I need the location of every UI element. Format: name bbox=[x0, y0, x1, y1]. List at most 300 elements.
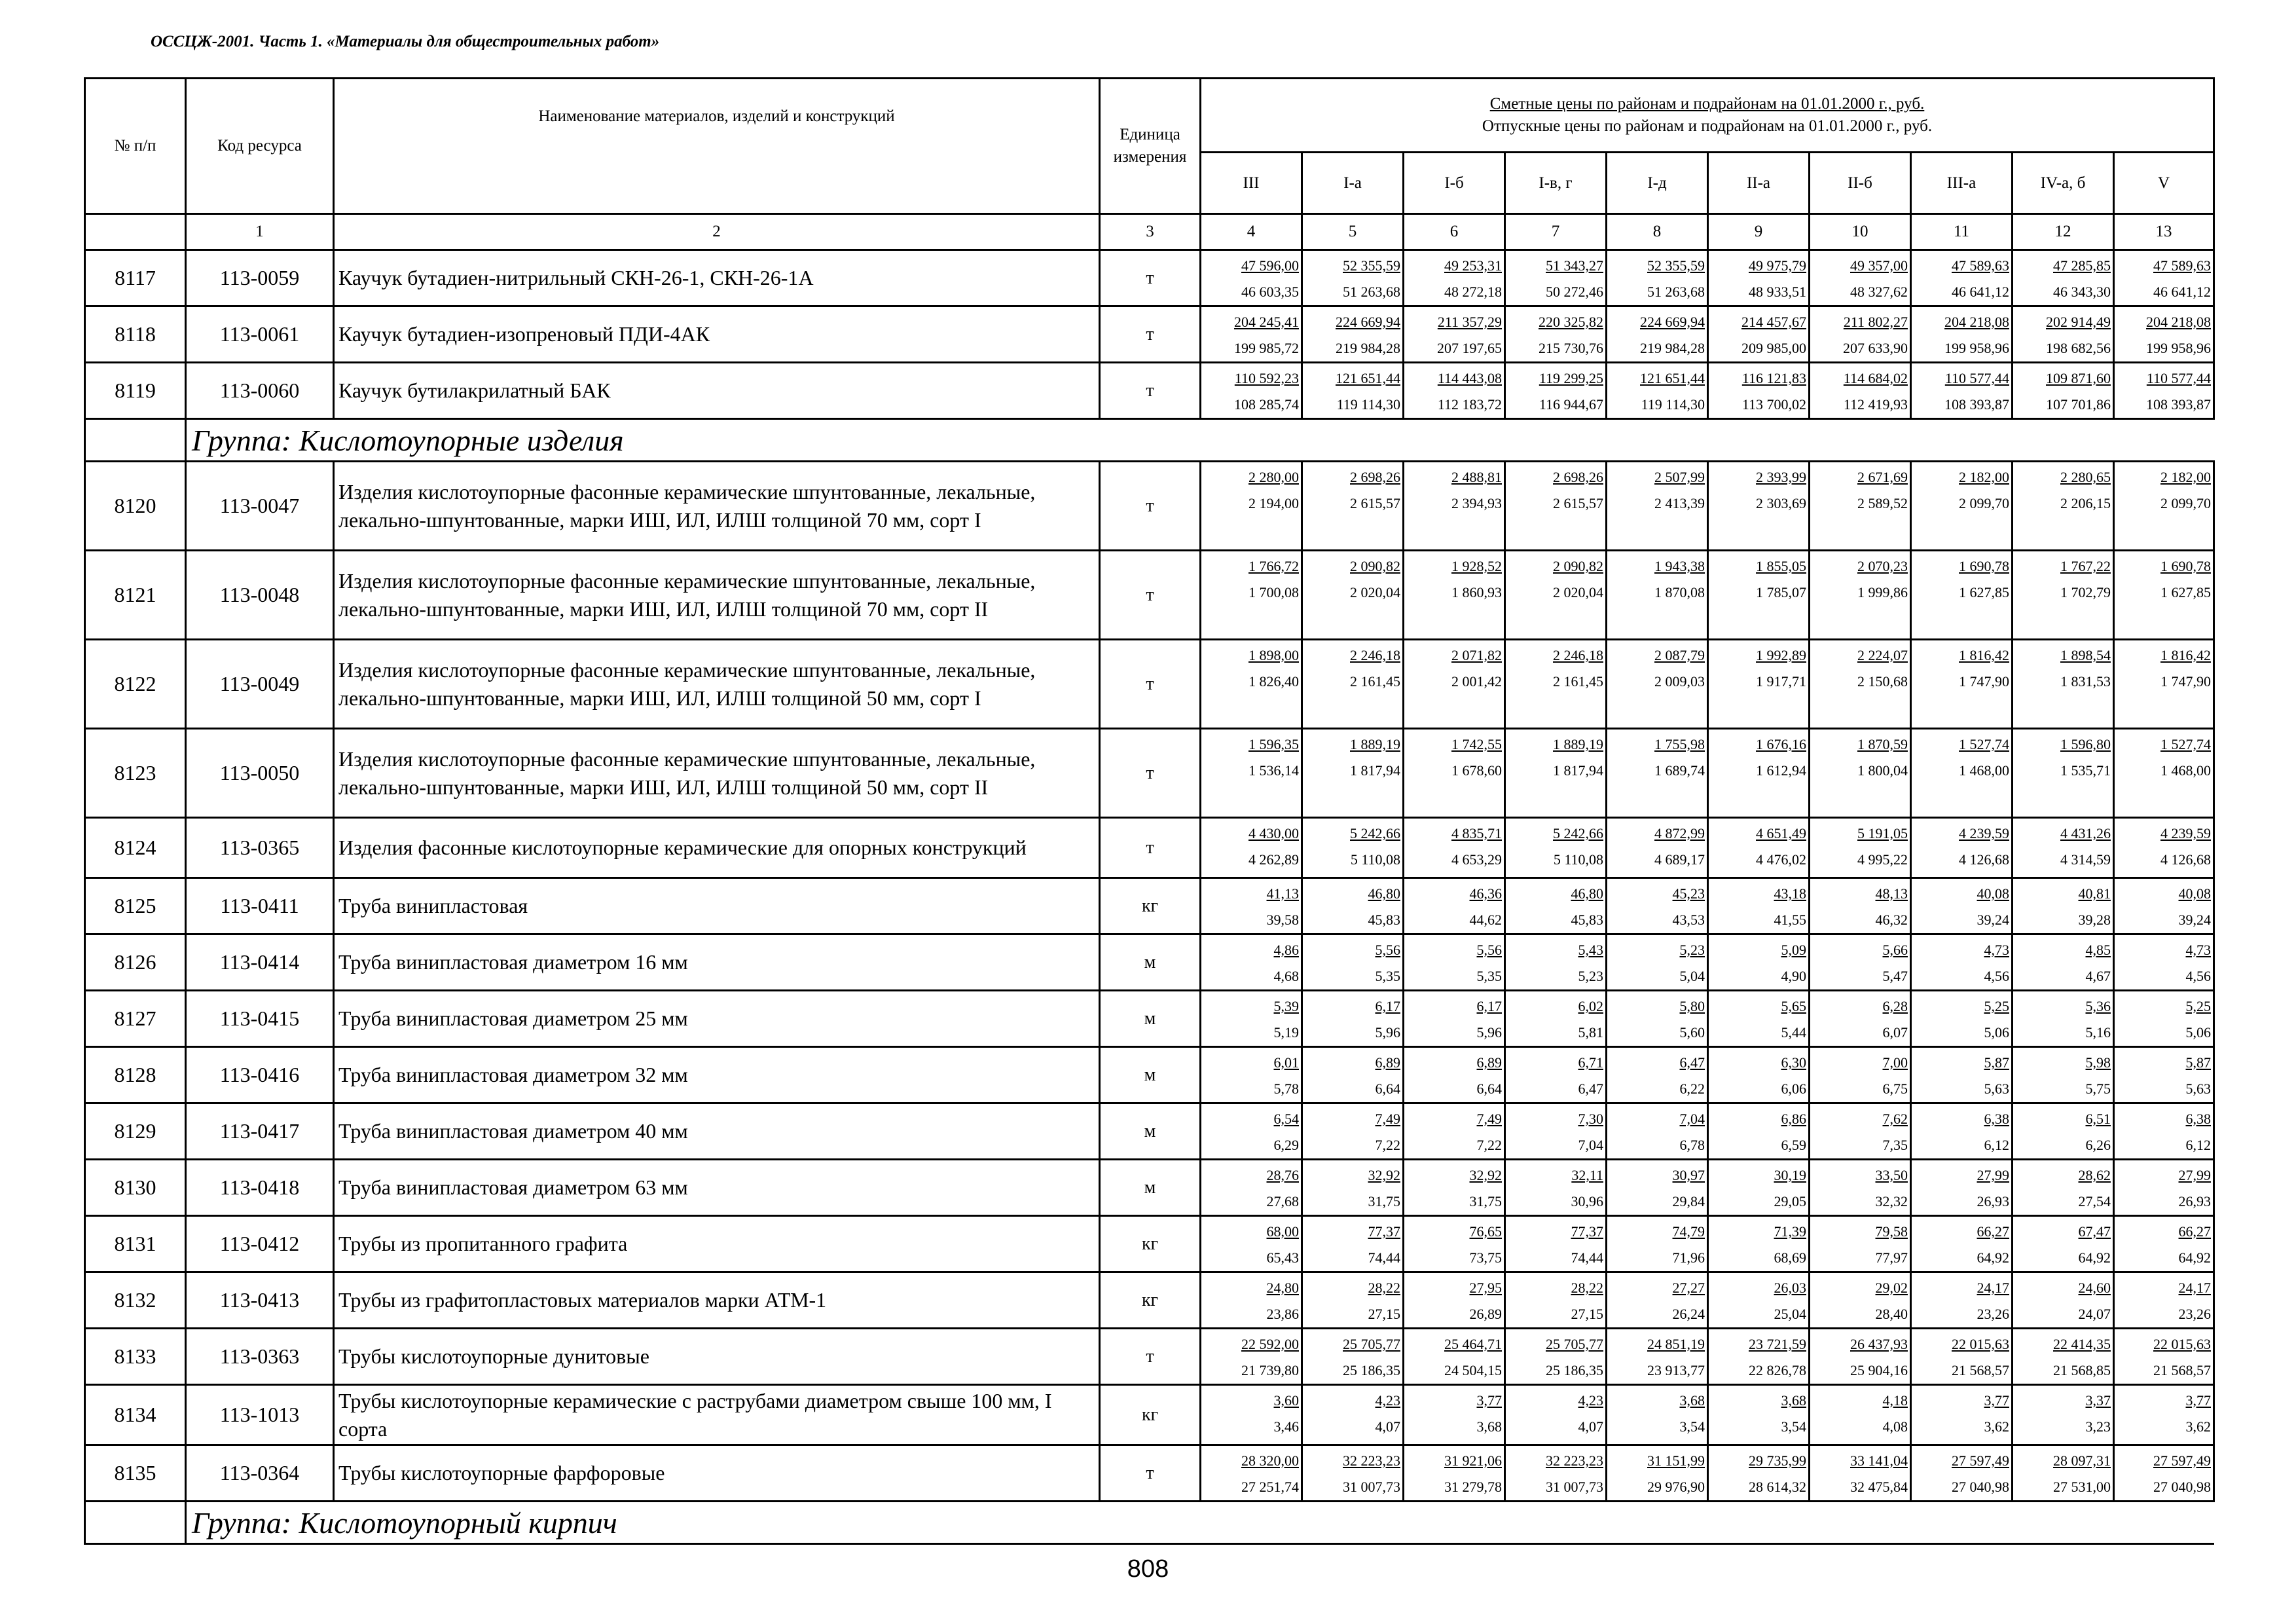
price-cell bbox=[2114, 462, 2214, 551]
unit-cell: м bbox=[1100, 934, 1201, 991]
estimate-price: 79,58 bbox=[1875, 1223, 1908, 1240]
release-price: 1 702,79 bbox=[2060, 584, 2111, 600]
estimate-price: 5,56 bbox=[1476, 942, 1502, 958]
table-row bbox=[85, 878, 2214, 934]
price-cell bbox=[2013, 462, 2114, 551]
estimate-price: 119 299,25 bbox=[1539, 370, 1603, 386]
estimate-price: 26,03 bbox=[1774, 1280, 1806, 1296]
estimate-price: 116 121,83 bbox=[1741, 370, 1806, 386]
table-row bbox=[85, 306, 2214, 363]
column-number-blank bbox=[85, 214, 186, 250]
estimate-price: 6,86 bbox=[1781, 1111, 1806, 1127]
price-cell bbox=[1505, 818, 1607, 878]
price-cell bbox=[1911, 1445, 2013, 1502]
estimate-price: 32 223,23 bbox=[1546, 1452, 1603, 1469]
estimate-price: 214 457,67 bbox=[1741, 314, 1806, 330]
row-number: 8135 bbox=[85, 1445, 186, 1502]
release-price: 26,24 bbox=[1672, 1306, 1705, 1322]
estimate-price: 48,13 bbox=[1875, 885, 1908, 902]
estimate-price: 6,17 bbox=[1375, 998, 1400, 1014]
material-name: Труба винипластовая диаметром 25 мм bbox=[334, 991, 1100, 1047]
estimate-price: 7,49 bbox=[1375, 1111, 1400, 1127]
estimate-price: 204 218,08 bbox=[2146, 314, 2212, 330]
release-price: 2 009,03 bbox=[1654, 673, 1705, 690]
release-price: 28,40 bbox=[1875, 1306, 1908, 1322]
table-row bbox=[85, 1160, 2214, 1216]
estimate-price: 5,56 bbox=[1375, 942, 1400, 958]
release-price: 2 394,93 bbox=[1451, 495, 1502, 511]
release-price: 21 568,57 bbox=[2153, 1362, 2212, 1378]
region-header: I-в, г bbox=[1505, 153, 1607, 214]
estimate-price: 5,09 bbox=[1781, 942, 1806, 958]
release-price: 1 999,86 bbox=[1857, 584, 1908, 600]
unit-cell: м bbox=[1100, 991, 1201, 1047]
price-cell bbox=[1911, 363, 2013, 419]
price-cell bbox=[1607, 1047, 1708, 1103]
release-price: 4,07 bbox=[1375, 1418, 1400, 1435]
release-price: 1 535,71 bbox=[2060, 762, 2111, 779]
price-cell bbox=[1708, 1103, 1810, 1160]
release-price: 41,55 bbox=[1774, 912, 1806, 928]
price-cell bbox=[2013, 1329, 2114, 1385]
resource-code: 113-0049 bbox=[186, 640, 334, 729]
document-header: ОССЦЖ-2001. Часть 1. «Материалы для общестроительных работ» bbox=[151, 33, 660, 50]
price-cell bbox=[1505, 934, 1607, 991]
price-cell bbox=[2114, 991, 2214, 1047]
price-cell bbox=[2114, 1103, 2214, 1160]
price-cell bbox=[1505, 1385, 1607, 1445]
price-cell bbox=[1404, 1272, 1505, 1329]
price-cell bbox=[2013, 551, 2114, 640]
price-cell bbox=[1505, 1047, 1607, 1103]
price-cell bbox=[2013, 1385, 2114, 1445]
price-cell bbox=[1911, 1047, 2013, 1103]
estimate-price: 66,27 bbox=[1977, 1223, 2009, 1240]
estimate-price: 2 090,82 bbox=[1350, 558, 1400, 574]
estimate-price: 27 597,49 bbox=[2153, 1452, 2212, 1469]
estimate-price: 7,62 bbox=[1882, 1111, 1908, 1127]
header-prices-release: Отпускные цены по районам и подрайонам на 01.01.2000 г., руб. bbox=[1482, 117, 1933, 136]
release-price: 215 730,76 bbox=[1539, 340, 1603, 356]
release-price: 4 653,29 bbox=[1451, 851, 1502, 868]
price-cell bbox=[1911, 1216, 2013, 1272]
estimate-price: 32,92 bbox=[1469, 1167, 1502, 1183]
price-cell bbox=[1810, 1216, 1911, 1272]
resource-code: 113-0412 bbox=[186, 1216, 334, 1272]
release-price: 4 995,22 bbox=[1857, 851, 1908, 868]
estimate-price: 51 343,27 bbox=[1546, 257, 1603, 274]
price-cell bbox=[2114, 1445, 2214, 1502]
price-cell bbox=[1810, 250, 1911, 306]
price-cell bbox=[1201, 462, 1302, 551]
release-price: 1 785,07 bbox=[1756, 584, 1806, 600]
material-name: Трубы из пропитанного графита bbox=[334, 1216, 1100, 1272]
release-price: 1 870,08 bbox=[1654, 584, 1705, 600]
price-cell bbox=[1505, 551, 1607, 640]
estimate-price: 224 669,94 bbox=[1640, 314, 1705, 330]
release-price: 4,56 bbox=[2185, 968, 2212, 984]
release-price: 107 701,86 bbox=[2046, 396, 2111, 413]
release-price: 27,15 bbox=[1368, 1306, 1400, 1322]
estimate-price: 22 592,00 bbox=[1241, 1336, 1299, 1352]
estimate-price: 5,65 bbox=[1781, 998, 1806, 1014]
estimate-price: 43,18 bbox=[1774, 885, 1806, 902]
release-price: 31,75 bbox=[1368, 1193, 1400, 1209]
estimate-price: 24,17 bbox=[1977, 1280, 2009, 1296]
region-header: I-б bbox=[1404, 153, 1505, 214]
resource-code: 113-0413 bbox=[186, 1272, 334, 1329]
rows-block-1 bbox=[85, 250, 2214, 419]
release-price: 32,32 bbox=[1875, 1193, 1908, 1209]
release-price: 25 186,35 bbox=[1546, 1362, 1603, 1378]
price-cell bbox=[1201, 1445, 1302, 1502]
price-cell bbox=[1505, 1216, 1607, 1272]
estimate-price: 2 090,82 bbox=[1553, 558, 1603, 574]
price-cell bbox=[1810, 1385, 1911, 1445]
release-price: 1 468,00 bbox=[2160, 762, 2212, 779]
estimate-price: 5,87 bbox=[2185, 1054, 2212, 1071]
release-price: 108 393,87 bbox=[2146, 396, 2212, 413]
release-price: 116 944,67 bbox=[1539, 396, 1603, 413]
price-cell bbox=[1810, 306, 1911, 363]
estimate-price: 3,60 bbox=[1273, 1392, 1299, 1409]
release-price: 74,44 bbox=[1368, 1249, 1400, 1266]
price-cell bbox=[1607, 1272, 1708, 1329]
price-cell bbox=[1404, 363, 1505, 419]
release-price: 6,12 bbox=[1984, 1137, 2009, 1153]
release-price: 64,92 bbox=[2178, 1249, 2212, 1266]
release-price: 3,62 bbox=[2185, 1418, 2212, 1435]
unit-cell: м bbox=[1100, 1160, 1201, 1216]
column-number: 10 bbox=[1810, 214, 1911, 250]
price-cell bbox=[2114, 729, 2214, 818]
estimate-price: 1 898,54 bbox=[2060, 647, 2111, 663]
region-header: II-а bbox=[1708, 153, 1810, 214]
release-price: 31 279,78 bbox=[1444, 1479, 1502, 1495]
column-number: 9 bbox=[1708, 214, 1810, 250]
price-cell bbox=[1302, 1103, 1404, 1160]
price-cell bbox=[1911, 250, 2013, 306]
estimate-price: 202 914,49 bbox=[2046, 314, 2111, 330]
estimate-price: 4,73 bbox=[2185, 942, 2212, 958]
release-price: 39,24 bbox=[1977, 912, 2009, 928]
price-cell bbox=[1708, 250, 1810, 306]
release-price: 46 343,30 bbox=[2053, 284, 2111, 300]
release-price: 24,07 bbox=[2078, 1306, 2111, 1322]
price-cell bbox=[1607, 363, 1708, 419]
estimate-price: 1 855,05 bbox=[1756, 558, 1806, 574]
region-header: I-а bbox=[1302, 153, 1404, 214]
release-price: 1 826,40 bbox=[1248, 673, 1299, 690]
estimate-price: 6,17 bbox=[1476, 998, 1502, 1014]
estimate-price: 7,49 bbox=[1476, 1111, 1502, 1127]
release-price: 1 536,14 bbox=[1248, 762, 1299, 779]
resource-code: 113-0061 bbox=[186, 306, 334, 363]
unit-cell: т bbox=[1100, 818, 1201, 878]
release-price: 27 040,98 bbox=[1952, 1479, 2009, 1495]
estimate-price: 23 721,59 bbox=[1749, 1336, 1806, 1352]
estimate-price: 24 851,19 bbox=[1647, 1336, 1705, 1352]
estimate-price: 40,08 bbox=[1977, 885, 2009, 902]
price-cell bbox=[1302, 991, 1404, 1047]
release-price: 27,15 bbox=[1571, 1306, 1603, 1322]
price-cell bbox=[1607, 1103, 1708, 1160]
material-name: Труба винипластовая диаметром 16 мм bbox=[334, 934, 1100, 991]
price-cell bbox=[2013, 818, 2114, 878]
header-unit: Единица измерения bbox=[1100, 79, 1201, 214]
unit-cell: м bbox=[1100, 1103, 1201, 1160]
estimate-price: 28,62 bbox=[2078, 1167, 2111, 1183]
release-price: 3,54 bbox=[1781, 1418, 1806, 1435]
region-header: III-а bbox=[1911, 153, 2013, 214]
price-cell bbox=[1810, 1160, 1911, 1216]
estimate-price: 29 735,99 bbox=[1749, 1452, 1806, 1469]
price-cell bbox=[1911, 1160, 2013, 1216]
release-price: 39,28 bbox=[2078, 912, 2111, 928]
price-cell bbox=[1404, 1047, 1505, 1103]
release-price: 5,35 bbox=[1375, 968, 1400, 984]
table-row bbox=[85, 1103, 2214, 1160]
estimate-price: 30,19 bbox=[1774, 1167, 1806, 1183]
release-price: 5,81 bbox=[1578, 1024, 1603, 1041]
estimate-price: 46,36 bbox=[1469, 885, 1502, 902]
price-cell bbox=[1708, 991, 1810, 1047]
price-cell bbox=[1505, 306, 1607, 363]
release-price: 5 110,08 bbox=[1350, 851, 1400, 868]
estimate-price: 5,87 bbox=[1984, 1054, 2009, 1071]
estimate-price: 1 898,00 bbox=[1248, 647, 1299, 663]
release-price: 39,24 bbox=[2178, 912, 2212, 928]
estimate-price: 1 742,55 bbox=[1451, 736, 1502, 752]
column-number: 6 bbox=[1404, 214, 1505, 250]
estimate-price: 5,98 bbox=[2085, 1054, 2111, 1071]
release-price: 25 904,16 bbox=[1850, 1362, 1908, 1378]
estimate-price: 114 684,02 bbox=[1843, 370, 1908, 386]
estimate-price: 4 872,99 bbox=[1654, 825, 1705, 841]
estimate-price: 27,99 bbox=[2178, 1167, 2212, 1183]
release-price: 1 831,53 bbox=[2060, 673, 2111, 690]
price-cell bbox=[1810, 729, 1911, 818]
release-price: 5,63 bbox=[2185, 1080, 2212, 1097]
estimate-price: 1 870,59 bbox=[1857, 736, 1908, 752]
row-number: 8124 bbox=[85, 818, 186, 878]
estimate-price: 31 921,06 bbox=[1444, 1452, 1502, 1469]
price-cell bbox=[1302, 551, 1404, 640]
release-price: 23 913,77 bbox=[1647, 1362, 1705, 1378]
price-cell bbox=[1505, 250, 1607, 306]
column-number: 12 bbox=[2013, 214, 2114, 250]
release-price: 6,22 bbox=[1679, 1080, 1705, 1097]
resource-code: 113-0060 bbox=[186, 363, 334, 419]
price-cell bbox=[1607, 551, 1708, 640]
estimate-price: 77,37 bbox=[1571, 1223, 1603, 1240]
release-price: 6,12 bbox=[2185, 1137, 2212, 1153]
price-cell bbox=[1708, 729, 1810, 818]
price-cell bbox=[1201, 878, 1302, 934]
estimate-price: 4 431,26 bbox=[2060, 825, 2111, 841]
estimate-price: 33,50 bbox=[1875, 1167, 1908, 1183]
table-row bbox=[85, 1047, 2214, 1103]
estimate-price: 30,97 bbox=[1672, 1167, 1705, 1183]
table-row bbox=[85, 1385, 2214, 1445]
release-price: 25 186,35 bbox=[1343, 1362, 1400, 1378]
release-price: 4 314,59 bbox=[2060, 851, 2111, 868]
release-price: 28 614,32 bbox=[1749, 1479, 1806, 1495]
estimate-price: 26 437,93 bbox=[1850, 1336, 1908, 1352]
release-price: 6,07 bbox=[1882, 1024, 1908, 1041]
column-number: 8 bbox=[1607, 214, 1708, 250]
price-cell bbox=[1201, 640, 1302, 729]
price-cell bbox=[1201, 1329, 1302, 1385]
release-price: 5,63 bbox=[1984, 1080, 2009, 1097]
price-cell bbox=[1302, 1047, 1404, 1103]
release-price: 1 747,90 bbox=[1959, 673, 2009, 690]
estimate-price: 1 767,22 bbox=[2060, 558, 2111, 574]
price-cell bbox=[1201, 934, 1302, 991]
release-price: 26,93 bbox=[1977, 1193, 2009, 1209]
release-price: 21 568,85 bbox=[2053, 1362, 2111, 1378]
estimate-price: 25 705,77 bbox=[1546, 1336, 1603, 1352]
estimate-price: 7,00 bbox=[1882, 1054, 1908, 1071]
estimate-price: 3,68 bbox=[1781, 1392, 1806, 1409]
price-table bbox=[84, 77, 2215, 1545]
estimate-price: 52 355,59 bbox=[1647, 257, 1705, 274]
estimate-price: 1 928,52 bbox=[1451, 558, 1502, 574]
column-number: 1 bbox=[186, 214, 334, 250]
estimate-price: 5,36 bbox=[2085, 998, 2111, 1014]
estimate-price: 40,08 bbox=[2178, 885, 2212, 902]
price-cell bbox=[1201, 250, 1302, 306]
price-cell bbox=[1708, 1160, 1810, 1216]
price-cell bbox=[1505, 1103, 1607, 1160]
price-cell bbox=[2114, 1047, 2214, 1103]
rows-block-2 bbox=[85, 462, 2214, 1502]
price-cell bbox=[1302, 250, 1404, 306]
release-price: 209 985,00 bbox=[1741, 340, 1806, 356]
material-name: Каучук бутадиен-нитрильный СКН-26-1, СКН-26-1А bbox=[334, 250, 1100, 306]
estimate-price: 1 527,74 bbox=[1959, 736, 2009, 752]
price-cell bbox=[1810, 1445, 1911, 1502]
release-price: 46 603,35 bbox=[1241, 284, 1299, 300]
estimate-price: 6,38 bbox=[1984, 1111, 2009, 1127]
unit-cell: т bbox=[1100, 363, 1201, 419]
estimate-price: 22 015,63 bbox=[2153, 1336, 2212, 1352]
resource-code: 113-0418 bbox=[186, 1160, 334, 1216]
estimate-price: 67,47 bbox=[2078, 1223, 2111, 1240]
release-price: 207 633,90 bbox=[1843, 340, 1908, 356]
resource-code: 113-0048 bbox=[186, 551, 334, 640]
material-name: Изделия кислотоупорные фасонные керамические шпунтованные, лекальные, лекально-шпунтованные, марки ИШ, ИЛ, ИЛШ толщиной 50 мм, сорт I bbox=[334, 640, 1100, 729]
estimate-price: 5,25 bbox=[1984, 998, 2009, 1014]
price-cell bbox=[1607, 1445, 1708, 1502]
estimate-price: 5,80 bbox=[1679, 998, 1705, 1014]
material-name: Трубы кислотоупорные дунитовые bbox=[334, 1329, 1100, 1385]
estimate-price: 49 253,31 bbox=[1444, 257, 1502, 274]
release-price: 119 114,30 bbox=[1336, 396, 1400, 413]
estimate-price: 25 705,77 bbox=[1343, 1336, 1400, 1352]
release-price: 199 958,96 bbox=[2146, 340, 2212, 356]
row-number: 8123 bbox=[85, 729, 186, 818]
price-cell bbox=[1505, 462, 1607, 551]
price-cell bbox=[1302, 1385, 1404, 1445]
table-row bbox=[85, 991, 2214, 1047]
material-name: Каучук бутадиен-изопреновый ПДИ-4АК bbox=[334, 306, 1100, 363]
table-row bbox=[85, 462, 2214, 551]
release-price: 1 678,60 bbox=[1451, 762, 1502, 779]
release-price: 21 568,57 bbox=[1952, 1362, 2009, 1378]
price-cell bbox=[1911, 1385, 2013, 1445]
price-cell bbox=[2114, 878, 2214, 934]
column-number: 7 bbox=[1505, 214, 1607, 250]
table-row bbox=[85, 640, 2214, 729]
unit-cell: кг bbox=[1100, 1272, 1201, 1329]
price-cell bbox=[1505, 729, 1607, 818]
row-number: 8118 bbox=[85, 306, 186, 363]
release-price: 3,54 bbox=[1679, 1418, 1705, 1435]
price-cell bbox=[1302, 1329, 1404, 1385]
release-price: 1 817,94 bbox=[1350, 762, 1400, 779]
group-row bbox=[85, 1502, 2214, 1544]
release-price: 74,44 bbox=[1571, 1249, 1603, 1266]
release-price: 6,26 bbox=[2085, 1137, 2111, 1153]
price-cell bbox=[1607, 729, 1708, 818]
row-number: 8119 bbox=[85, 363, 186, 419]
column-number: 3 bbox=[1100, 214, 1201, 250]
region-header: V bbox=[2114, 153, 2214, 214]
release-price: 6,78 bbox=[1679, 1137, 1705, 1153]
table-row bbox=[85, 250, 2214, 306]
release-price: 27 531,00 bbox=[2053, 1479, 2111, 1495]
estimate-price: 24,17 bbox=[2178, 1280, 2212, 1296]
estimate-price: 5,66 bbox=[1882, 942, 1908, 958]
price-cell bbox=[1810, 640, 1911, 729]
estimate-price: 74,79 bbox=[1672, 1223, 1705, 1240]
estimate-price: 110 577,44 bbox=[1944, 370, 2009, 386]
release-price: 23,86 bbox=[1266, 1306, 1299, 1322]
material-name: Изделия фасонные кислотоупорные керамические для опорных конструкций bbox=[334, 818, 1100, 878]
price-cell bbox=[1404, 462, 1505, 551]
price-cell bbox=[2013, 878, 2114, 934]
release-price: 4,08 bbox=[1882, 1418, 1908, 1435]
price-cell bbox=[1302, 729, 1404, 818]
release-price: 1 627,85 bbox=[2160, 584, 2212, 600]
estimate-price: 2 070,23 bbox=[1857, 558, 1908, 574]
price-cell bbox=[1911, 991, 2013, 1047]
release-price: 7,04 bbox=[1578, 1137, 1603, 1153]
price-cell bbox=[1404, 1216, 1505, 1272]
material-name: Трубы кислотоупорные керамические с раструбами диаметром свыше 100 мм, I сорта bbox=[334, 1385, 1100, 1445]
estimate-price: 2 246,18 bbox=[1350, 647, 1400, 663]
price-cell bbox=[2013, 1216, 2114, 1272]
release-price: 31 007,73 bbox=[1343, 1479, 1400, 1495]
price-cell bbox=[1911, 1272, 2013, 1329]
price-cell bbox=[1810, 991, 1911, 1047]
price-cell bbox=[1810, 934, 1911, 991]
estimate-price: 2 698,26 bbox=[1350, 469, 1400, 485]
row-number: 8126 bbox=[85, 934, 186, 991]
estimate-price: 6,89 bbox=[1476, 1054, 1502, 1071]
release-price: 4,07 bbox=[1578, 1418, 1603, 1435]
release-price: 2 099,70 bbox=[2160, 495, 2212, 511]
release-price: 32 475,84 bbox=[1850, 1479, 1908, 1495]
release-price: 207 197,65 bbox=[1437, 340, 1502, 356]
price-cell bbox=[1607, 306, 1708, 363]
table-row bbox=[85, 818, 2214, 878]
release-price: 7,22 bbox=[1476, 1137, 1502, 1153]
row-number: 8117 bbox=[85, 250, 186, 306]
release-price: 27 040,98 bbox=[2153, 1479, 2212, 1495]
release-price: 199 985,72 bbox=[1234, 340, 1299, 356]
